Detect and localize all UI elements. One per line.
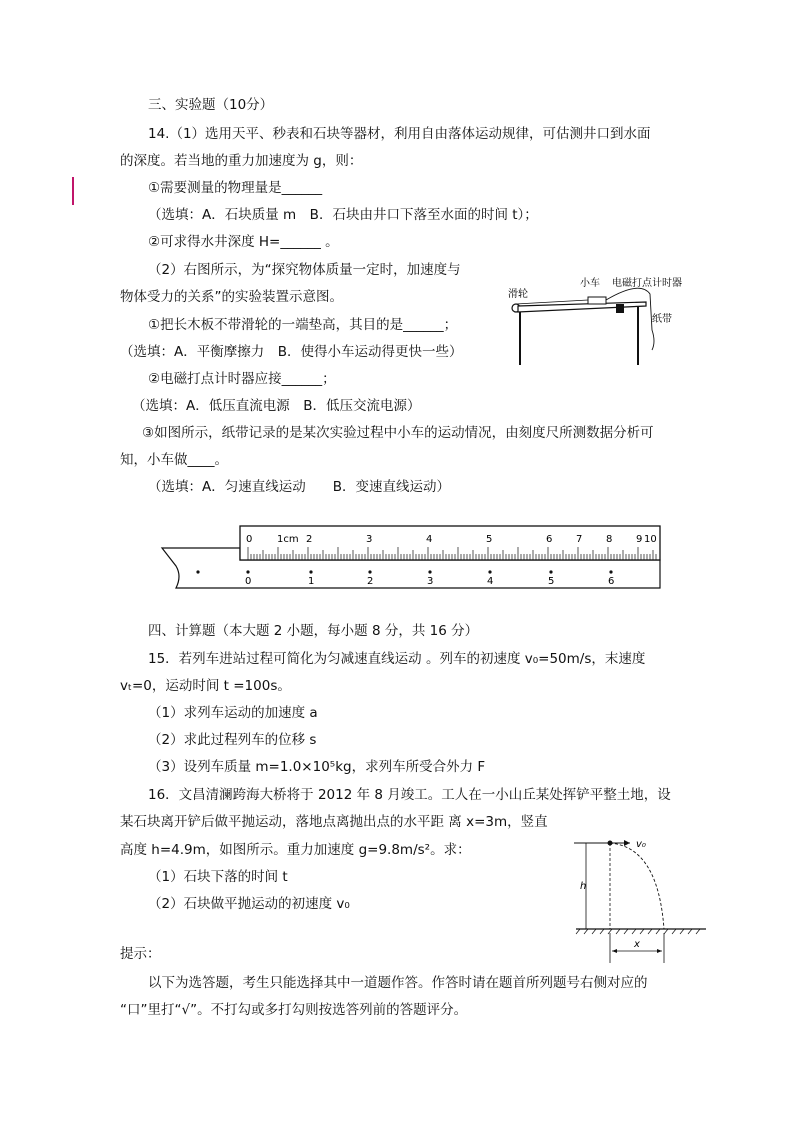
velocity-arrow-icon [624,840,630,846]
h-label: h [580,881,587,892]
hint-text-line1: 以下为选答题，考生只能选择其中一道题作答。作答时请在题首所列题号右侧对应的 [148,975,648,991]
ground-hatch [576,929,700,934]
q14-blank2: ②可求得水井深度 H=______ 。 [148,234,339,250]
q14-line1: 14.（1）选用天平、秒表和石块等器材，利用自由落体运动规律，可估测井口到水面 [148,126,651,142]
dot-label-6: 6 [608,576,615,587]
cart-label: 小车 [580,278,600,289]
dot-label-4: 4 [487,576,494,587]
ruler-label-6: 6 [546,534,553,545]
ruler-unit-label: 1cm [277,534,299,545]
hint-text-line2: “口”里打“√”。不打勾或多打勾则按选答列前的答题评分。 [120,1002,468,1018]
pulley-label: 滑轮 [508,289,528,300]
ruler-label-4: 4 [426,534,433,545]
ruler-label-7: 7 [576,534,583,545]
ruler-label-5: 5 [486,534,493,545]
q14-part2-line2: 物体受力的关系”的实验装置示意图。 [120,289,343,305]
v0-label: v₀ [636,839,646,850]
ruler-body [240,526,660,560]
cart-shape [588,297,606,304]
apparatus-diagram [500,270,690,370]
q16-line2: 某石块离开铲后做平抛运动，落地点离抛出点的水平距 离 x=3m，竖直 [120,814,548,830]
ruler-diagram [160,524,680,590]
q14-part2-options1: （选填：A．平衡摩擦力 B．使得小车运动得更快一些） [120,344,463,360]
dot-label-3: 3 [427,576,434,587]
timer-shape [616,304,624,313]
timer-label: 电磁打点计时器 [612,278,682,289]
q14-part2-tape-line1: ③如图所示，纸带记录的是某次实验过程中小车的运动情况，由刻度尺所测数据分析可 [142,425,654,441]
q15-part2: （2）求此过程列车的位移 s [148,732,317,748]
ruler-label-3: 3 [366,534,373,545]
ruler-label-0: 0 [246,534,253,545]
q14-part2-tape-line2: 知，小车做____。 [120,452,228,468]
x-label: x [634,939,640,950]
ruler-label-9: 9 [636,534,643,545]
trajectory-curve [610,843,664,929]
q15-part3: （3）设列车质量 m=1.0×10⁵kg，求列车所受合外力 F [148,759,486,775]
q16-part2: （2）石块做平抛运动的初速度 v₀ [148,896,350,912]
projectile-diagram [572,833,712,968]
q14-part2-blank1: ①把长木板不带滑轮的一端垫高，其目的是______； [148,317,458,333]
section-title-experiment: 三、实验题（10分） [148,97,274,113]
section-title-calc: 四、计算题（本大题 2 小题，每小题 8 分，共 16 分） [148,623,479,639]
q14-part2-options3: （选填：A．匀速直线运动 B．变速直线运动） [148,479,450,495]
q15-line1: 15．若列车进站过程可简化为匀减速直线运动 。列车的初速度 v₀=50m/s，末速度 [148,651,646,667]
dot-label-2: 2 [367,576,374,587]
q16-line3: 高度 h=4.9m，如图所示。重力加速度 g=9.8m/s²。求： [120,842,471,858]
ruler-label-8: 8 [606,534,613,545]
q14-part2-line1: （2）右图所示，为“探究物体质量一定时，加速度与 [148,262,461,278]
dot-label-1: 1 [308,576,315,587]
q16-part1: （1）石块下落的时间 t [148,869,288,885]
q14-part2-blank2: ②电磁打点计时器应接______； [148,371,336,387]
ruler-label-2: 2 [306,534,313,545]
board-shape [518,302,646,312]
margin-mark [72,177,74,205]
q14-line2: 的深度。若当地的重力加速度为 g，则： [120,153,363,169]
dot-label-0: 0 [245,576,252,587]
q15-line2: vₜ=0，运动时间 t =100s。 [120,678,291,694]
q14-blank1: ①需要测量的物理量是______ [148,180,323,196]
ruler-label-10: 10 [644,534,657,545]
tape-label: 纸带 [652,314,672,325]
q14-options1: （选填：A．石块质量 m B．石块由井口下落至水面的时间 t）； [148,207,538,223]
q16-line1: 16．文昌清澜跨海大桥将于 2012 年 8 月竣工。工人在一小山丘某处挥铲平整土地，设 [148,787,671,803]
q15-part1: （1）求列车运动的加速度 a [148,705,318,721]
hint-label: 提示： [120,946,161,962]
dot-label-5: 5 [548,576,555,587]
q14-part2-options2: （选填：A．低压直流电源 B．低压交流电源） [132,398,421,414]
